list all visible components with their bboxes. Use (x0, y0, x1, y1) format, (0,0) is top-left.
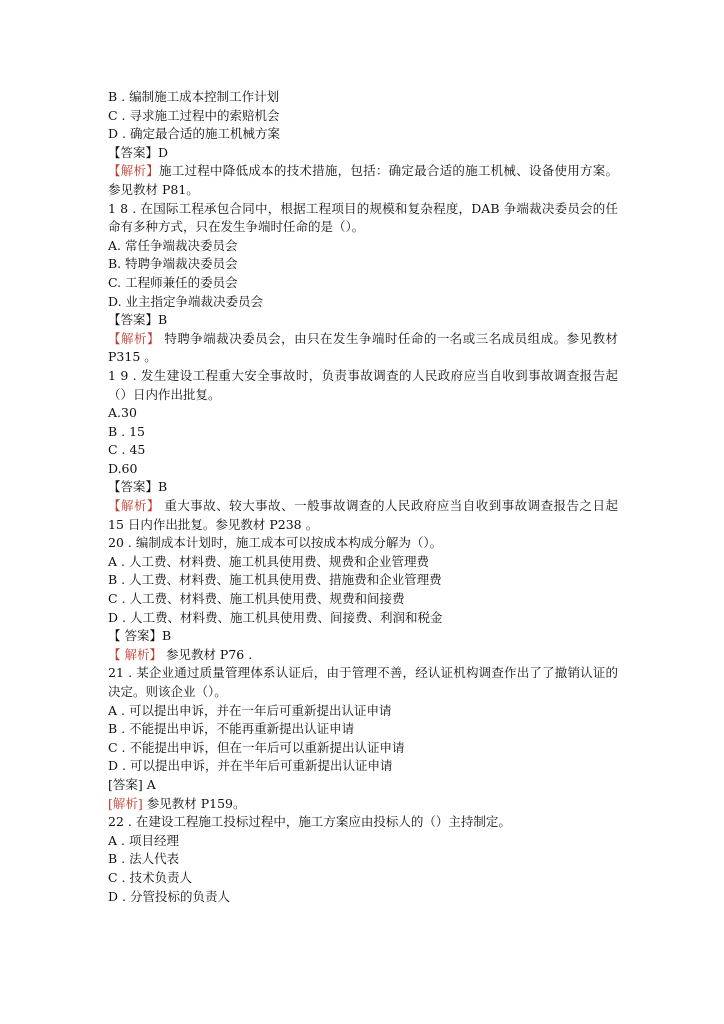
analysis-line (108, 795, 618, 814)
option-line: D . 确定最合适的施工机械方案 (108, 126, 280, 142)
analysis-line (108, 330, 618, 367)
answer-line: 【 答案】B (108, 628, 172, 644)
option-line: C . 不能提出申诉，但在一年后可以重新提出认证申请 (108, 739, 405, 755)
analysis-text: 参见教材 P159。 (142, 795, 246, 811)
option-line: C . 人工费、材料费、施工机具使用费、规费和间接费 (108, 591, 405, 607)
option-line: B . 15 (108, 423, 146, 439)
analysis-tag: 【解析】 (108, 498, 160, 514)
question-22: 22 . 在建设工程施工投标过程中，施工方案应由投标人的（）主持制定。 (108, 814, 511, 830)
option-line: D. 业主指定争端裁决委员会 (108, 293, 264, 309)
option-line: A . 人工费、材料费、施工机具使用费、规费和企业管理费 (108, 553, 429, 569)
option-line: D.60 (108, 460, 138, 476)
analysis-tag: 【解析】 (108, 163, 160, 179)
analysis-line (108, 497, 618, 534)
option-line: D . 人工费、材料费、施工机具使用费、间接费、利润和税金 (108, 609, 443, 625)
option-line: B . 不能提出申诉，不能再重新提出认证申请 (108, 721, 355, 737)
analysis-tag: 【解析】 (108, 330, 160, 346)
analysis-tag: [解析] (108, 795, 143, 811)
analysis-line (108, 646, 618, 665)
option-line: B . 编制施工成本控制工作计划 (108, 89, 280, 104)
option-line: C . 寻求施工过程中的索赔机会 (108, 107, 280, 123)
option-line: C . 技术负责人 (108, 869, 192, 885)
answer-line: [答案] A (108, 776, 156, 792)
option-line: B . 人工费、材料费、施工机具使用费、措施费和企业管理费 (108, 572, 442, 588)
question-18: 1 8 . 在国际工程承包合同中，根据工程项目的规模和复杂程度，DAB 争端裁决委员会的任命有多种方式，只在发生争端时任命的是（）。 (108, 200, 618, 235)
analysis-text: 特聘争端裁决委员会，由只在发生争端时任命的一名或三名成员组成。参见教材 P315 。 (108, 330, 618, 365)
option-line: A . 项目经理 (108, 832, 179, 848)
option-line: A.30 (108, 405, 137, 421)
option-line: B. 特聘争端裁决委员会 (108, 256, 238, 272)
option-line: C. 工程师兼任的委员会 (108, 274, 238, 290)
option-line: C . 45 (108, 442, 146, 458)
option-line: A . 可以提出申诉，并在一年后可重新提出认证申请 (108, 702, 392, 718)
question-19: 1 9 . 发生建设工程重大安全事故时，负责事故调查的人民政府应当自收到事故调查报告起（）日内作出批复。 (108, 367, 618, 402)
answer-line: 【答案】B (108, 479, 168, 495)
answer-line: 【答案】B (108, 312, 168, 328)
question-20: 20 . 编制成本计划时，施工成本可以按成本构成分解为（）。 (108, 535, 443, 551)
answer-line: 【答案】D (108, 144, 169, 160)
analysis-text: 施工过程中降低成本的技术措施，包括：确定最合适的施工机械、设备使用方案。参见教材 P81。 (108, 163, 618, 197)
analysis-text: 重大事故、较大事故、一般事故调查的人民政府应当自收到事故调查报告之日起 15 日内作出批复。参见教材 P238 。 (108, 498, 618, 532)
document-body (108, 88, 618, 906)
analysis-text: 参见教材 P76 . (161, 646, 253, 662)
analysis-line (108, 162, 618, 199)
analysis-tag: 【 解析】 (108, 646, 162, 662)
option-line: D . 分管投标的负责人 (108, 888, 230, 904)
option-line: B . 法人代表 (108, 851, 180, 867)
option-line: A. 常任争端裁决委员会 (108, 237, 238, 253)
option-line: D . 可以提出申诉，并在半年后可重新提出认证申请 (108, 758, 393, 774)
question-21: 21 . 某企业通过质量管理体系认证后，由于管理不善，经认证机构调查作出了了撤销认证的决定。则该企业（）。 (108, 665, 618, 699)
